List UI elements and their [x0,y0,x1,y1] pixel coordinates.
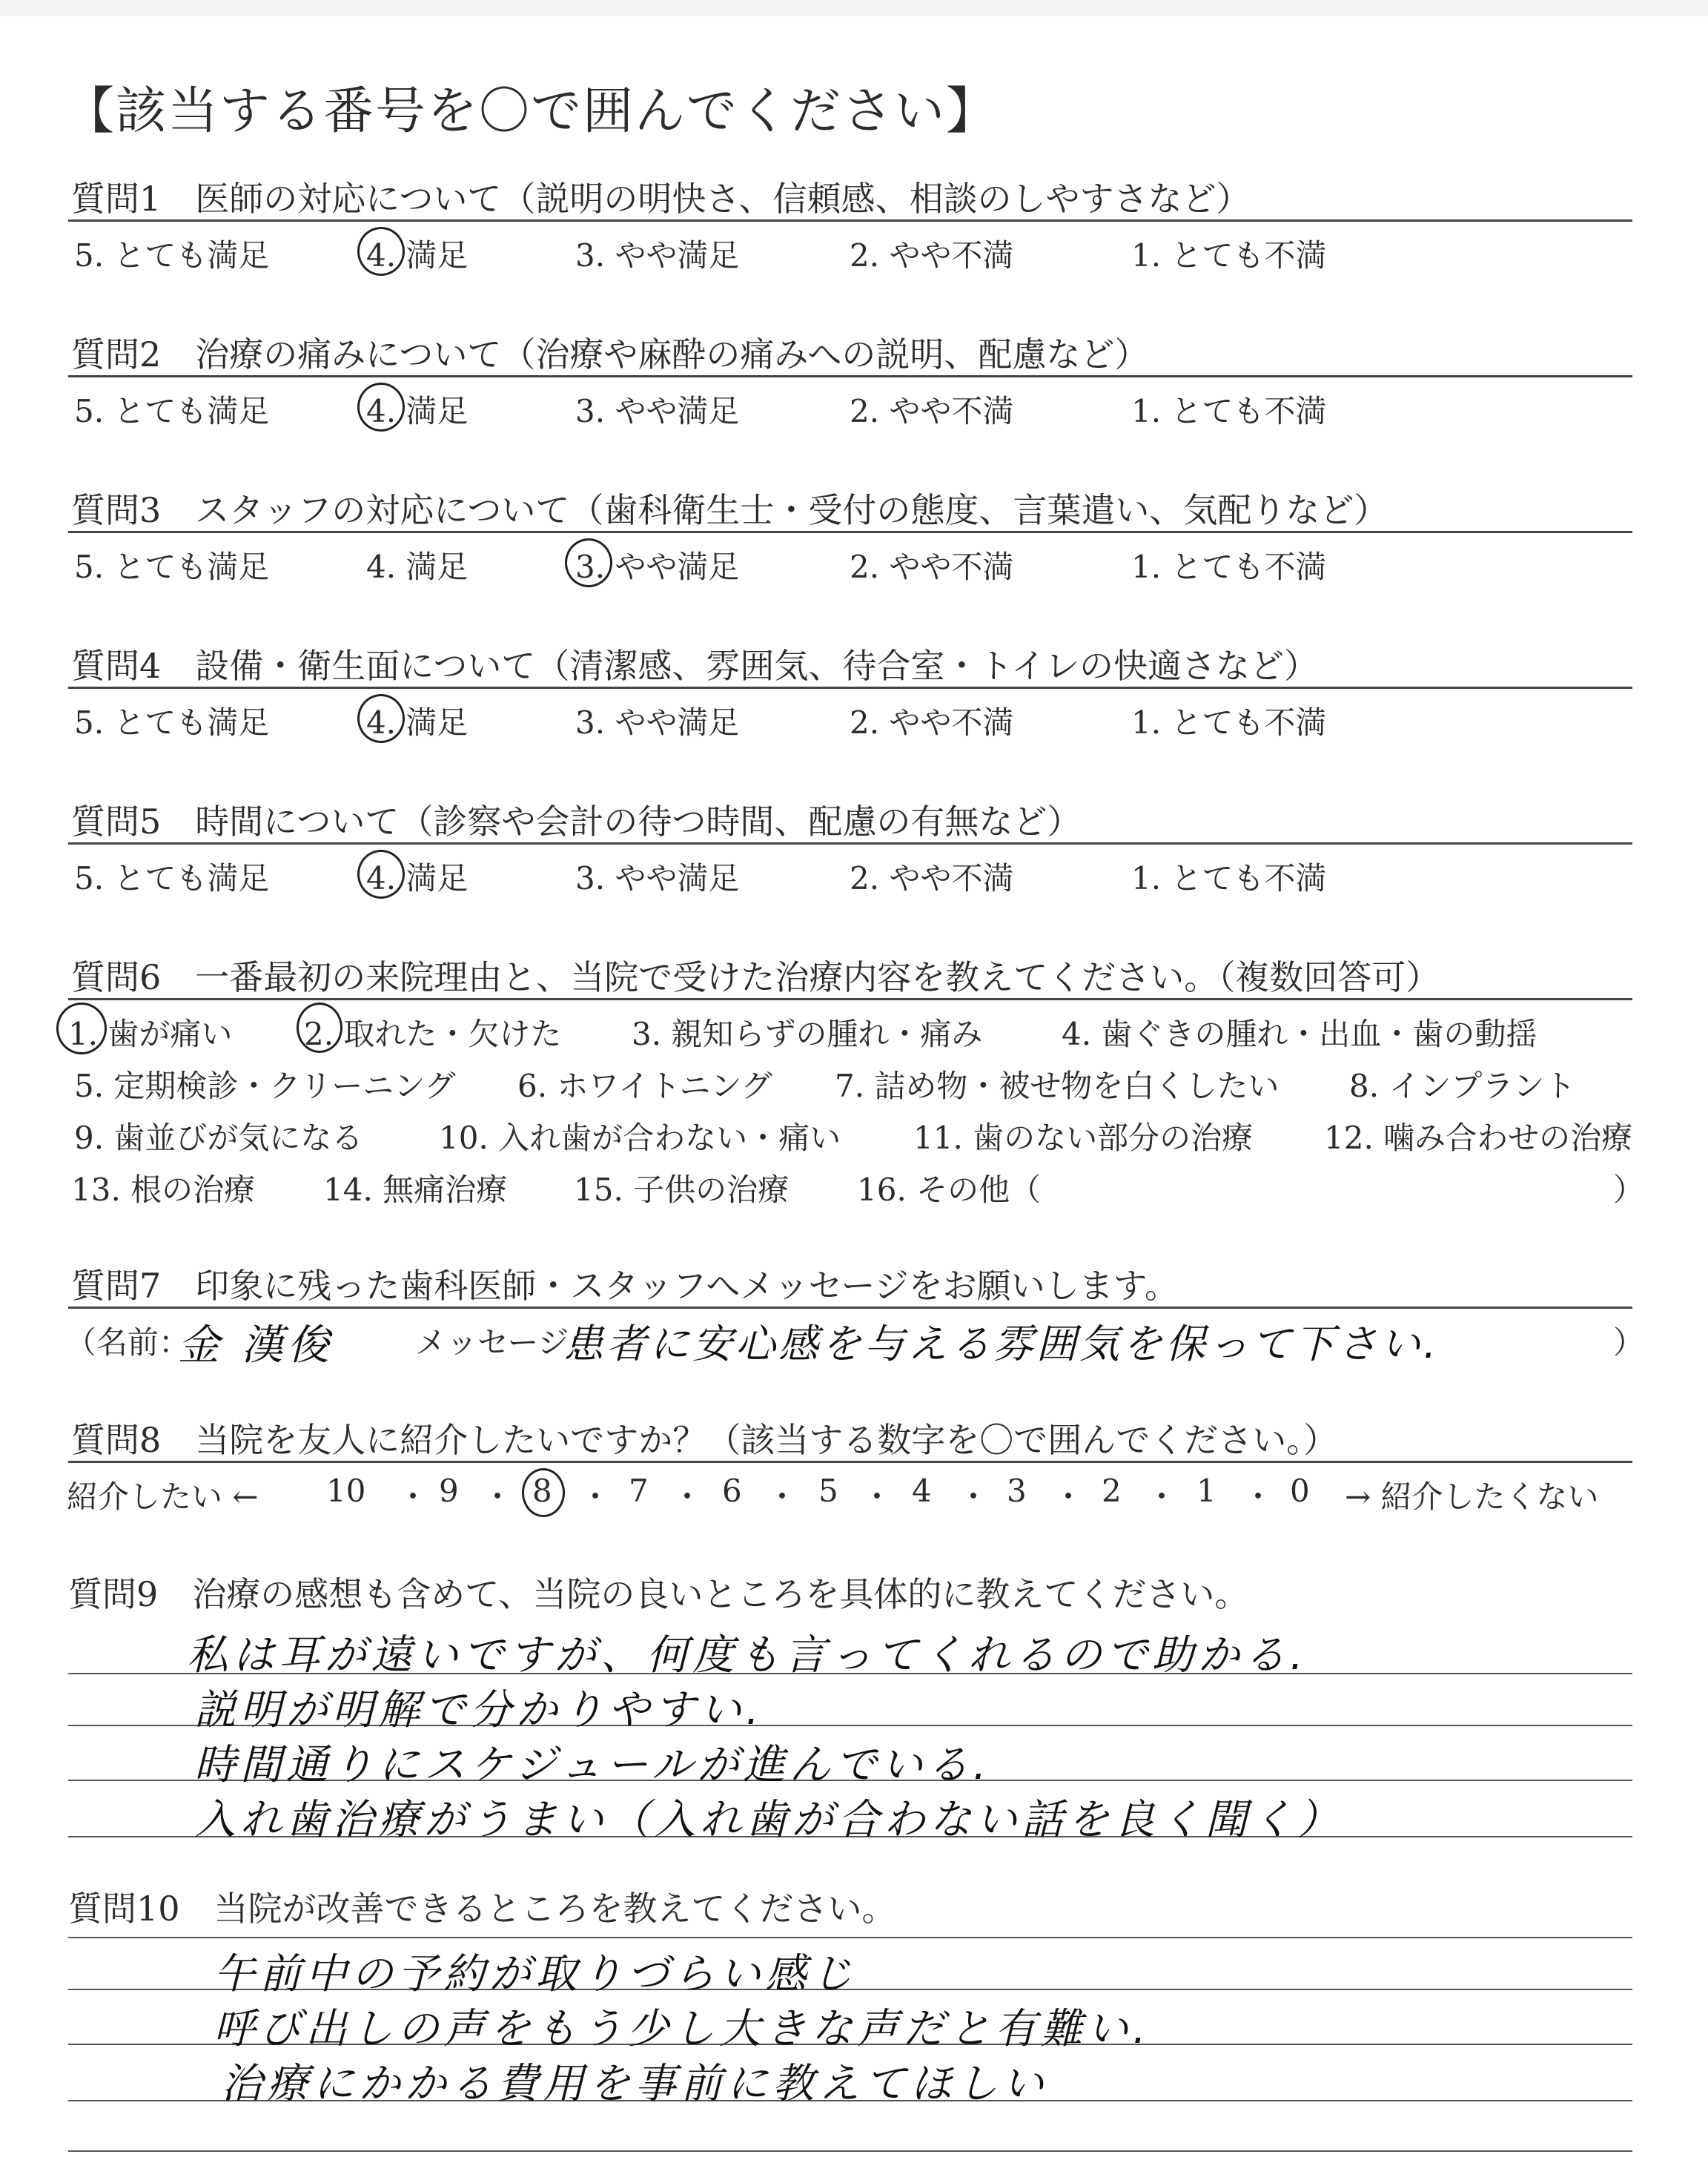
q9-answer-1[interactable]: 私は耳が遠いですが、何度も言ってくれるので助かる. [187,1631,1308,1680]
scale-separator: ・ [580,1479,612,1515]
scale-separator: ・ [958,1479,990,1515]
q2-option-2[interactable]: 2. やや不満 [850,393,1014,429]
q6-option-11[interactable]: 11. 歯のない部分の治療 [913,1120,1254,1156]
q4-option-1[interactable]: 1. とても不満 [1131,704,1327,741]
scan-edge [0,0,1708,16]
q3-option-1[interactable]: 1. とても不満 [1131,549,1327,585]
q1-option-5[interactable]: 5. とても満足 [74,237,270,274]
question-4-title: 質問4 設備・衛生面について（清潔感、雰囲気、待合室・トイレの快適さなど） [71,646,1319,686]
q8-scale-9[interactable]: 9 [439,1473,459,1509]
divider [68,842,1632,845]
q10-answer-2[interactable]: 呼び出しの声をもう少し大きな声だと有難い. [214,2005,1151,2053]
q6-option-6[interactable]: 6. ホワイトニング [517,1068,772,1104]
selection-circle [357,227,405,276]
q4-option-3[interactable]: 3. やや満足 [575,704,740,741]
q8-right-label: → 紹介したくない [1345,1479,1599,1515]
q5-option-5[interactable]: 5. とても満足 [74,860,270,896]
q8-scale-1[interactable]: 1 [1196,1473,1217,1509]
selection-circle [56,1003,107,1054]
q8-scale-2[interactable]: 2 [1102,1473,1122,1509]
q6-option-10[interactable]: 10. 入れ歯が合わない・痛い [439,1120,841,1156]
q6-option-2[interactable]: 2. 取れた・欠けた [304,1016,562,1052]
selection-circle [357,850,405,899]
q2-option-3[interactable]: 3. やや満足 [575,393,740,429]
q3-option-2[interactable]: 2. やや不満 [850,549,1014,585]
question-3-title: 質問3 スタッフの対応について（歯科衛生士・受付の態度、言葉遣い、気配りなど） [71,490,1388,530]
q9-answer-2[interactable]: 説明が明解で分かりやすい. [194,1686,764,1734]
selection-circle [522,1468,565,1517]
question-10-title: 質問10 当院が改善できるところを教えてください。 [68,1889,896,1929]
q6-option-16[interactable]: 16. その他（ [857,1172,1042,1208]
q4-option-2[interactable]: 2. やや不満 [850,704,1014,741]
question-7-title: 質問7 印象に残った歯科医師・スタッフへメッセージをお願いします。 [71,1266,1179,1306]
q3-option-4[interactable]: 4. 満足 [366,549,469,585]
q2-option-4[interactable]: 4. 満足 [366,393,469,429]
q7-name-value[interactable]: 金 漢俊 [178,1321,334,1370]
q8-scale-6[interactable]: 6 [722,1473,742,1509]
q8-scale-3[interactable]: 3 [1007,1473,1027,1509]
q1-option-1[interactable]: 1. とても不満 [1131,237,1327,274]
q6-option-13[interactable]: 13. 根の治療 [71,1172,256,1208]
q6-option-5[interactable]: 5. 定期検診・クリーニング [74,1068,456,1104]
q3-option-3[interactable]: 3. やや満足 [575,549,740,585]
scale-separator: ・ [1053,1479,1085,1515]
q1-option-2[interactable]: 2. やや不満 [850,237,1014,274]
scale-separator: ・ [672,1479,704,1515]
q9-answer-4[interactable]: 入れ歯治療がうまい（入れ歯が合わない話を良く聞く） [194,1796,1343,1844]
q7-message-value[interactable]: 患者に安心感を与える雰囲気を保って下さい. [563,1321,1440,1367]
q10-answer-1[interactable]: 午前中の予約が取りづらい感じ [214,1950,857,1998]
question-1-title: 質問1 医師の対応について（説明の明快さ、信頼感、相談のしやすさなど） [71,179,1251,219]
q8-scale-0[interactable]: 0 [1290,1473,1310,1509]
q5-option-2[interactable]: 2. やや不満 [850,860,1014,896]
writing-line [68,1937,1632,1938]
q8-scale-10[interactable]: 10 [326,1473,366,1509]
question-2-title: 質問2 治療の痛みについて（治療や麻酔の痛みへの説明、配慮など） [71,334,1149,374]
divider [68,998,1632,1000]
q6-option-1[interactable]: 1. 歯が痛い [68,1016,233,1052]
q8-scale-8[interactable]: 8 [532,1473,552,1509]
q6-option-3[interactable]: 3. 親知らずの腫れ・痛み [632,1016,983,1052]
q10-answer-3[interactable]: 治療にかかる費用を事前に教えてほしい [221,2060,1048,2108]
selection-circle [297,1003,342,1053]
selection-circle [357,694,405,743]
q4-option-5[interactable]: 5. とても満足 [74,704,270,741]
scale-separator: ・ [861,1479,893,1515]
q8-scale-5[interactable]: 5 [818,1473,838,1509]
q7-message-label: メッセージ： [415,1324,600,1361]
q6-option-7[interactable]: 7. 詰め物・被せ物を白くしたい [835,1068,1280,1104]
divider [68,687,1632,689]
question-5-title: 質問5 時間について（診察や会計の待つ時間、配慮の有無など） [71,802,1082,842]
scale-separator: ・ [1242,1479,1274,1515]
divider [68,219,1632,222]
q2-option-1[interactable]: 1. とても不満 [1131,393,1327,429]
q3-option-5[interactable]: 5. とても満足 [74,549,270,585]
selection-circle [357,383,405,432]
q1-option-3[interactable]: 3. やや満足 [575,237,740,274]
q2-option-5[interactable]: 5. とても満足 [74,393,270,429]
scale-separator: ・ [767,1479,798,1515]
question-6-title: 質問6 一番最初の来院理由と、当院で受けた治療内容を教えてください。（複数回答可） [71,957,1440,997]
q6-option-8[interactable]: 8. インプラント [1349,1068,1576,1104]
q6-close-paren: ） [1613,1172,1645,1208]
q6-option-15[interactable]: 15. 子供の治療 [574,1172,790,1208]
divider [68,375,1632,377]
q6-option-14[interactable]: 14. 無痛治療 [323,1172,508,1208]
question-9-title: 質問9 治療の感想も含めて、当院の良いところを具体的に教えてください。 [68,1574,1249,1614]
scale-separator: ・ [1146,1479,1178,1515]
q9-answer-3[interactable]: 時間通りにスケジュールが進んでいる. [194,1741,991,1789]
divider [68,1461,1632,1463]
form-header: 【該当する番号を〇で囲んでください】 [64,82,999,141]
q8-scale-7[interactable]: 7 [629,1473,649,1509]
q7-close-paren: ） [1613,1324,1645,1361]
q1-option-4[interactable]: 4. 満足 [366,237,469,274]
question-8-title: 質問8 当院を友人に紹介したいですか？（該当する数字を〇で囲んでください。） [71,1420,1338,1460]
divider [68,1307,1632,1309]
q7-name-label: （名前： [65,1324,191,1361]
q5-option-3[interactable]: 3. やや満足 [575,860,740,896]
q8-left-label: 紹介したい ← [67,1479,259,1515]
scale-separator: ・ [397,1479,429,1515]
divider [68,531,1632,533]
q6-option-9[interactable]: 9. 歯並びが気になる [74,1120,363,1156]
q8-scale-4[interactable]: 4 [912,1473,932,1509]
q5-option-1[interactable]: 1. とても不満 [1131,860,1327,896]
selection-circle [565,538,612,587]
q6-option-4[interactable]: 4. 歯ぐきの腫れ・出血・歯の動揺 [1062,1016,1537,1052]
q4-option-4[interactable]: 4. 満足 [366,704,469,741]
writing-line [68,2150,1632,2152]
scale-separator: ・ [482,1479,514,1515]
q6-option-12[interactable]: 12. 噛み合わせの治療 [1324,1120,1633,1156]
q5-option-4[interactable]: 4. 満足 [366,860,469,896]
